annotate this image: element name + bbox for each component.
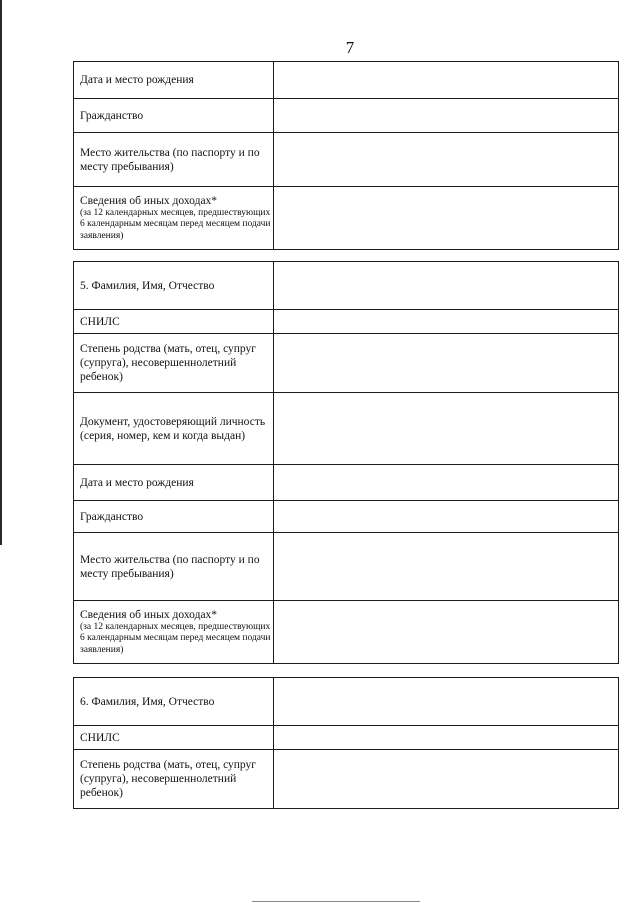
- row-label-snils: СНИЛС: [74, 726, 274, 750]
- section-5-birth-value-cell[interactable]: [274, 465, 619, 501]
- section-5-citizenship-value-cell[interactable]: [274, 501, 619, 533]
- section-6-name-value-cell[interactable]: [274, 678, 619, 726]
- table-row: [74, 726, 619, 750]
- income-value-cell[interactable]: [274, 187, 619, 250]
- row-label-income: [74, 187, 274, 250]
- row-label-residence: Место жительства (по паспорту и по месту пребывания): [74, 533, 274, 601]
- section-5-title: 5. Фамилия, Имя, Отчество: [74, 262, 274, 310]
- table-row: [74, 501, 619, 533]
- scan-margin-line: [0, 0, 2, 545]
- table-row: [74, 310, 619, 334]
- section-5-income-value-cell[interactable]: [274, 601, 619, 664]
- income-title: Сведения об иных доходах*: [80, 608, 218, 621]
- table-row: [74, 601, 619, 664]
- table-row: [74, 750, 619, 809]
- income-title: Сведения об иных доходах*: [80, 194, 218, 207]
- row-label-citizenship: Гражданство: [74, 501, 274, 533]
- income-note: (за 12 календарных месяцев, предшествующих 6 календарным месяцам перед месяцем подачи заявления): [80, 621, 271, 655]
- row-label-residence: Место жительства (по паспорту и по месту пребывания): [74, 133, 274, 187]
- table-row: [74, 99, 619, 133]
- table-row: [74, 393, 619, 465]
- citizenship-value-cell[interactable]: [274, 99, 619, 133]
- table-row: [74, 62, 619, 99]
- page-number: 7: [345, 38, 355, 57]
- section-4-continued-table: [73, 61, 619, 250]
- table-row: [74, 262, 619, 310]
- row-label-income: [74, 601, 274, 664]
- row-label-kinship: Степень родства (мать, отец, супруг (супруга), несовершеннолетний ребенок): [74, 750, 274, 809]
- table-row: [74, 133, 619, 187]
- row-label-birth: Дата и место рождения: [74, 62, 274, 99]
- row-label-kinship: Степень родства (мать, отец, супруг (супруга), несовершеннолетний ребенок): [74, 334, 274, 393]
- residence-value-cell[interactable]: [274, 133, 619, 187]
- row-label-snils: СНИЛС: [74, 310, 274, 334]
- row-label-birth: Дата и место рождения: [74, 465, 274, 501]
- section-5-residence-value-cell[interactable]: [274, 533, 619, 601]
- section-6-kinship-value-cell[interactable]: [274, 750, 619, 809]
- section-5-name-value-cell[interactable]: [274, 262, 619, 310]
- section-5-snils-value-cell[interactable]: [274, 310, 619, 334]
- section-6-title: 6. Фамилия, Имя, Отчество: [74, 678, 274, 726]
- row-label-identity-doc: Документ, удостоверяющий личность (серия, номер, кем и когда выдан): [74, 393, 274, 465]
- section-6-table: [73, 677, 619, 809]
- table-row: [74, 678, 619, 726]
- section-6-snils-value-cell[interactable]: [274, 726, 619, 750]
- table-row: [74, 465, 619, 501]
- section-5-identity-doc-value-cell[interactable]: [274, 393, 619, 465]
- table-row: [74, 334, 619, 393]
- birth-value-cell[interactable]: [274, 62, 619, 99]
- scan-bottom-line: [252, 901, 420, 902]
- table-row: [74, 533, 619, 601]
- row-label-citizenship: Гражданство: [74, 99, 274, 133]
- table-row: [74, 187, 619, 250]
- income-note: (за 12 календарных месяцев, предшествующих 6 календарным месяцам перед месяцем подачи заявления): [80, 207, 271, 241]
- section-5-kinship-value-cell[interactable]: [274, 334, 619, 393]
- section-5-table: [73, 261, 619, 664]
